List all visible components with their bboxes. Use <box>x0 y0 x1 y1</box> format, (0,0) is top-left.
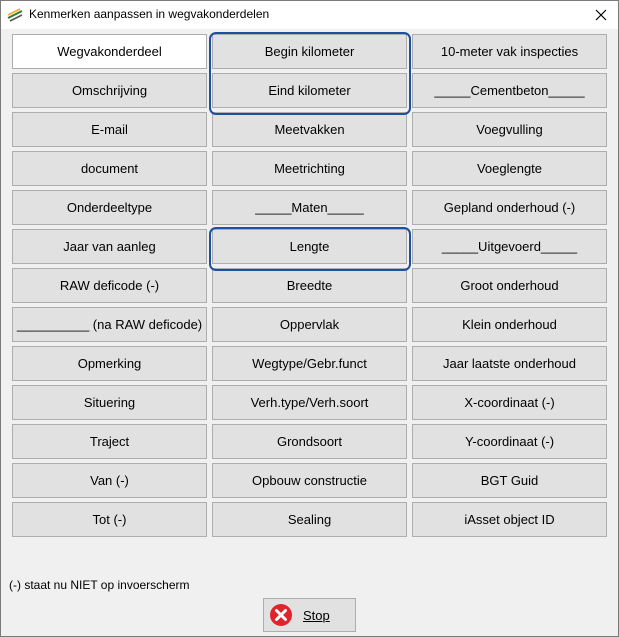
field-button-cementbeton[interactable]: _____Cementbeton_____ <box>412 73 607 108</box>
field-button-voeglengte[interactable]: Voeglengte <box>412 151 607 186</box>
field-button-wegvakonderdeel[interactable]: Wegvakonderdeel <box>12 34 207 69</box>
field-button-meetvakken[interactable]: Meetvakken <box>212 112 407 147</box>
field-button-na-raw-deficode[interactable]: __________ (na RAW deficode) <box>12 307 207 342</box>
field-button-y-coordinaat[interactable]: Y-coordinaat (-) <box>412 424 607 459</box>
field-button-oppervlak[interactable]: Oppervlak <box>212 307 407 342</box>
field-button-grondsoort[interactable]: Grondsoort <box>212 424 407 459</box>
field-button-jaar-van-aanleg[interactable]: Jaar van aanleg <box>12 229 207 264</box>
field-button-begin-kilometer[interactable]: Begin kilometer <box>212 34 407 69</box>
field-button-x-coordinaat[interactable]: X-coordinaat (-) <box>412 385 607 420</box>
close-button[interactable] <box>584 1 618 29</box>
field-button-meetrichting[interactable]: Meetrichting <box>212 151 407 186</box>
footer-note: (-) staat nu NIET op invoerscherm <box>9 578 190 592</box>
field-button-iasset-object-id[interactable]: iAsset object ID <box>412 502 607 537</box>
field-button-traject[interactable]: Traject <box>12 424 207 459</box>
field-button-groot-onderhoud[interactable]: Groot onderhoud <box>412 268 607 303</box>
field-button-lengte[interactable]: Lengte <box>212 229 407 264</box>
field-button-opmerking[interactable]: Opmerking <box>12 346 207 381</box>
field-button-10-meter-vak-inspecties[interactable]: 10-meter vak inspecties <box>412 34 607 69</box>
field-button-eind-kilometer[interactable]: Eind kilometer <box>212 73 407 108</box>
field-button-gepland-onderhoud[interactable]: Gepland onderhoud (-) <box>412 190 607 225</box>
lines-app-icon <box>7 8 23 22</box>
field-button-voegvulling[interactable]: Voegvulling <box>412 112 607 147</box>
field-button-omschrijving[interactable]: Omschrijving <box>12 73 207 108</box>
field-button-onderdeeltype[interactable]: Onderdeeltype <box>12 190 207 225</box>
field-button-van[interactable]: Van (-) <box>12 463 207 498</box>
field-button-situering[interactable]: Situering <box>12 385 207 420</box>
field-button-e-mail[interactable]: E-mail <box>12 112 207 147</box>
field-button-wegtype-gebr-funct[interactable]: Wegtype/Gebr.funct <box>212 346 407 381</box>
title-bar <box>1 1 618 29</box>
stop-x-icon <box>269 603 293 627</box>
field-button-maten[interactable]: _____Maten_____ <box>212 190 407 225</box>
stop-button-label: Stop <box>303 607 330 623</box>
field-button-verh-type-verh-soort[interactable]: Verh.type/Verh.soort <box>212 385 407 420</box>
field-button-grid <box>12 34 607 537</box>
field-button-document[interactable]: document <box>12 151 207 186</box>
stop-button[interactable] <box>263 598 356 632</box>
field-button-uitgevoerd[interactable]: _____Uitgevoerd_____ <box>412 229 607 264</box>
field-button-jaar-laatste-onderhoud[interactable]: Jaar laatste onderhoud <box>412 346 607 381</box>
field-button-raw-deficode[interactable]: RAW deficode (-) <box>12 268 207 303</box>
field-button-opbouw-constructie[interactable]: Opbouw constructie <box>212 463 407 498</box>
close-icon <box>595 9 607 21</box>
window-title: Kenmerken aanpassen in wegvakonderdelen <box>29 7 270 21</box>
field-button-breedte[interactable]: Breedte <box>212 268 407 303</box>
field-button-klein-onderhoud[interactable]: Klein onderhoud <box>412 307 607 342</box>
field-button-bgt-guid[interactable]: BGT Guid <box>412 463 607 498</box>
field-button-tot[interactable]: Tot (-) <box>12 502 207 537</box>
field-button-sealing[interactable]: Sealing <box>212 502 407 537</box>
